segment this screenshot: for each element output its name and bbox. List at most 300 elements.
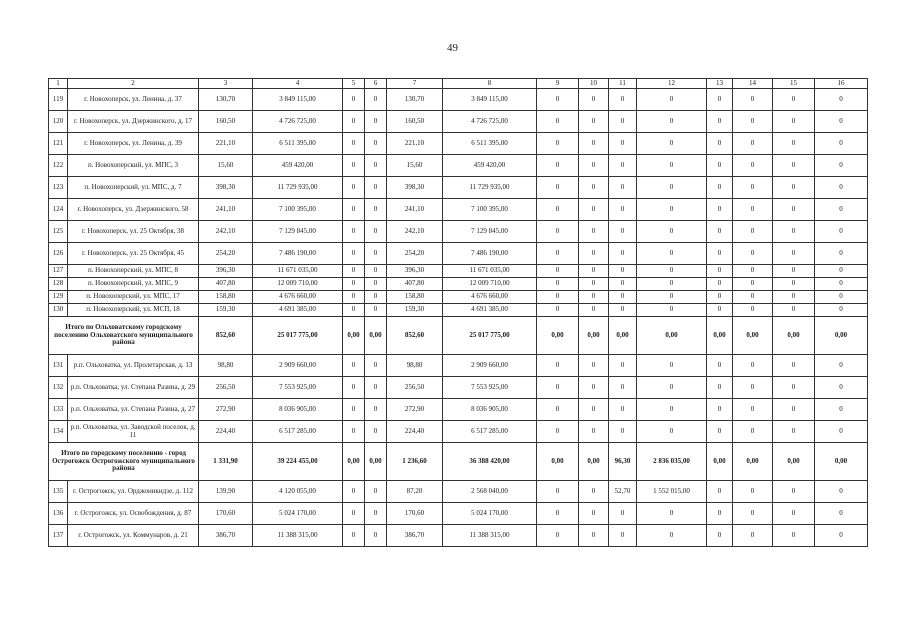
table-cell: 0 [637, 377, 707, 399]
table-cell: р.п. Ольховатка, ул. Пролетарская, д. 13 [68, 355, 199, 377]
table-cell: 11 388 315,00 [253, 525, 343, 547]
data-table [48, 78, 868, 547]
table-cell: 0 [579, 278, 609, 291]
table-cell: 0 [537, 377, 579, 399]
table-cell: 1 236,60 [387, 443, 443, 481]
table-cell: 0 [609, 278, 637, 291]
table-cell: 2 836 035,00 [637, 443, 707, 481]
table-cell: 11 671 035,00 [253, 265, 343, 278]
table-cell: 15,60 [199, 155, 253, 177]
table-cell: 0 [579, 525, 609, 547]
table-cell: 0 [343, 481, 365, 503]
table-cell: 0,00 [537, 443, 579, 481]
table-cell: 0 [733, 525, 773, 547]
table-row [49, 377, 868, 399]
table-cell: 0 [773, 265, 815, 278]
table-cell: 3 849 115,00 [253, 89, 343, 111]
table-cell: 0 [707, 481, 733, 503]
table-cell: 0 [815, 399, 868, 421]
table-row [49, 399, 868, 421]
table-cell: 0 [343, 111, 365, 133]
table-cell: 0 [773, 304, 815, 317]
table-cell: 0 [579, 355, 609, 377]
table-cell: 0 [815, 89, 868, 111]
table-cell: 0 [815, 377, 868, 399]
total-row [49, 443, 868, 481]
table-cell: 0 [733, 481, 773, 503]
table-cell: 0 [637, 278, 707, 291]
table-cell: 221,10 [199, 133, 253, 155]
table-cell: 0 [609, 377, 637, 399]
table-cell: 0 [537, 355, 579, 377]
table-cell: 0 [365, 481, 387, 503]
table-cell: 0 [733, 503, 773, 525]
table-cell: 0,00 [609, 317, 637, 355]
table-cell: г. Острогожск, ул. Освобождения, д. 87 [68, 503, 199, 525]
table-cell: 0 [637, 155, 707, 177]
table-cell: 254,20 [387, 243, 443, 265]
table-cell: 120 [49, 111, 68, 133]
table-cell: 0 [609, 304, 637, 317]
table-cell: 0 [637, 243, 707, 265]
table-cell: 0,00 [365, 443, 387, 481]
table-cell: 0 [343, 199, 365, 221]
table-cell: Итого по городскому поселению - город Острогожск Острогожского муниципального района [49, 443, 199, 481]
table-cell: 0 [343, 221, 365, 243]
table-cell: 130 [49, 304, 68, 317]
table-cell: 0 [579, 89, 609, 111]
table-cell: 7 100 395,00 [253, 199, 343, 221]
table-cell: 6 511 395,00 [253, 133, 343, 155]
table-cell: 128 [49, 278, 68, 291]
table-cell: 0,00 [815, 443, 868, 481]
table-cell: 0 [537, 525, 579, 547]
table-cell: 4 120 055,00 [253, 481, 343, 503]
table-cell: 6 517 285,00 [443, 421, 537, 443]
table-cell: 0 [343, 304, 365, 317]
table-cell: 0 [343, 399, 365, 421]
table-row [49, 221, 868, 243]
table-cell: 125 [49, 221, 68, 243]
table-cell: 0 [537, 421, 579, 443]
table-cell: 135 [49, 481, 68, 503]
table-cell: 0,00 [815, 317, 868, 355]
table-cell: 0 [343, 377, 365, 399]
table-cell: 0 [733, 278, 773, 291]
table-cell: 396,30 [199, 265, 253, 278]
table-cell: 852,60 [199, 317, 253, 355]
table-cell: 0,00 [733, 317, 773, 355]
table-cell: 0 [365, 111, 387, 133]
table-cell: 0 [707, 304, 733, 317]
table-cell: 0 [773, 278, 815, 291]
table-cell: 459 420,00 [443, 155, 537, 177]
table-cell: 0,00 [579, 317, 609, 355]
table-cell: г. Новохоперск, ул. 25 Октября, 45 [68, 243, 199, 265]
table-cell: 0 [815, 291, 868, 304]
table-cell: 0 [609, 155, 637, 177]
total-row [49, 317, 868, 355]
table-cell: 0 [365, 155, 387, 177]
table-cell: 0 [343, 525, 365, 547]
table-cell: 0 [815, 421, 868, 443]
table-cell: 4 676 660,00 [253, 291, 343, 304]
table-row [49, 291, 868, 304]
table-cell: 386,70 [199, 525, 253, 547]
table-cell: 0 [707, 177, 733, 199]
table-cell: 0 [707, 89, 733, 111]
table-cell: 0 [343, 133, 365, 155]
table-cell: 0 [637, 133, 707, 155]
table-cell: 0 [579, 399, 609, 421]
table-cell: 272,90 [199, 399, 253, 421]
table-cell: 139,90 [199, 481, 253, 503]
table-cell: 0,00 [579, 443, 609, 481]
table-cell: 11 671 035,00 [443, 265, 537, 278]
table-cell: 0 [637, 399, 707, 421]
table-cell: 0 [815, 177, 868, 199]
table-cell: п. Новохоперский, ул. МПС, 3 [68, 155, 199, 177]
table-cell: 254,20 [199, 243, 253, 265]
table-cell: 7 129 845,00 [443, 221, 537, 243]
table-cell: 0 [365, 355, 387, 377]
table-cell: 130,70 [199, 89, 253, 111]
table-cell: 0 [343, 155, 365, 177]
table-cell: 0 [609, 265, 637, 278]
table-cell: 0,00 [343, 317, 365, 355]
table-cell: 0 [815, 503, 868, 525]
table-cell: 0 [609, 503, 637, 525]
table-cell: 121 [49, 133, 68, 155]
table-cell: 7 486 190,00 [253, 243, 343, 265]
table-cell: 0 [609, 243, 637, 265]
table-cell: 0 [733, 133, 773, 155]
table-cell: 133 [49, 399, 68, 421]
table-cell: 4 726 725,00 [253, 111, 343, 133]
table-cell: р.п. Ольховатка, ул. Заводской поселок, д. 11 [68, 421, 199, 443]
table-cell: 0 [773, 155, 815, 177]
table-cell: 11 729 935,00 [443, 177, 537, 199]
table-cell: 0 [365, 243, 387, 265]
table-cell: 398,30 [199, 177, 253, 199]
table-cell: 0 [773, 421, 815, 443]
table-cell: 0 [579, 291, 609, 304]
table-cell: 158,80 [387, 291, 443, 304]
table-cell: 0 [365, 291, 387, 304]
table-cell: 0,00 [733, 443, 773, 481]
table-cell: 0 [707, 133, 733, 155]
table-cell: 0 [733, 265, 773, 278]
table-cell: 0 [815, 111, 868, 133]
table-cell: 0 [733, 177, 773, 199]
table-cell: 0 [733, 221, 773, 243]
table-cell: 0 [707, 111, 733, 133]
table-cell: 0 [815, 278, 868, 291]
header-row [49, 79, 868, 89]
table-cell: 0 [773, 399, 815, 421]
table-cell: 0,00 [707, 317, 733, 355]
table-cell: 160,50 [387, 111, 443, 133]
table-cell: 0 [815, 525, 868, 547]
table-cell: 15,60 [387, 155, 443, 177]
table-cell: 0 [637, 177, 707, 199]
table-cell: 2 909 660,00 [253, 355, 343, 377]
table-cell: 4 691 385,00 [253, 304, 343, 317]
table-cell: 0 [365, 221, 387, 243]
table-cell: 0 [773, 503, 815, 525]
table-cell: 0 [815, 199, 868, 221]
table-row [49, 199, 868, 221]
table-cell: 131 [49, 355, 68, 377]
table-cell: 0 [579, 243, 609, 265]
table-row [49, 265, 868, 278]
table-cell: 7 553 925,00 [443, 377, 537, 399]
table-cell: 0,00 [773, 443, 815, 481]
table-cell: 0 [365, 89, 387, 111]
table-cell: 122 [49, 155, 68, 177]
table-cell: 0 [815, 265, 868, 278]
table-cell: 0 [637, 291, 707, 304]
table-cell: 0 [609, 89, 637, 111]
table-cell: 0 [707, 355, 733, 377]
table-row [49, 243, 868, 265]
column-header: 12 [637, 79, 707, 89]
table-cell: 0 [707, 421, 733, 443]
table-cell: 159,30 [199, 304, 253, 317]
table-cell: п. Новохоперский, ул. МПС, 9 [68, 278, 199, 291]
table-row [49, 111, 868, 133]
table-cell: 0 [707, 199, 733, 221]
table-cell: 0 [733, 199, 773, 221]
table-cell: 0 [537, 399, 579, 421]
table-cell: 0 [365, 421, 387, 443]
column-header: 14 [733, 79, 773, 89]
table-cell: 127 [49, 265, 68, 278]
table-cell: 0,00 [343, 443, 365, 481]
table-cell: 0 [343, 243, 365, 265]
table-cell: 0 [733, 399, 773, 421]
table-cell: г. Острогожск, ул. Орджоникидзе, д. 112 [68, 481, 199, 503]
table-cell: 0 [537, 133, 579, 155]
table-row [49, 304, 868, 317]
table-cell: 0 [733, 111, 773, 133]
table-cell: 0 [365, 177, 387, 199]
table-cell: 0 [815, 221, 868, 243]
table-cell: 0 [365, 503, 387, 525]
column-header: 16 [815, 79, 868, 89]
table-cell: 98,80 [199, 355, 253, 377]
table-cell: р.п. Ольховатка, ул. Степана Разина, д. 27 [68, 399, 199, 421]
column-header: 6 [365, 79, 387, 89]
table-cell: 0 [537, 155, 579, 177]
column-header: 1 [49, 79, 68, 89]
table-cell: 0 [773, 111, 815, 133]
table-cell: п. Новохоперский, ул. МСП, 18 [68, 304, 199, 317]
table-cell: 0 [365, 399, 387, 421]
table-row [49, 421, 868, 443]
table-cell: 0 [579, 481, 609, 503]
table-cell: 241,10 [199, 199, 253, 221]
table-cell: 0 [637, 525, 707, 547]
column-header: 9 [537, 79, 579, 89]
table-body [49, 79, 868, 547]
column-header: 4 [253, 79, 343, 89]
table-cell: 0,00 [537, 317, 579, 355]
column-header: 13 [707, 79, 733, 89]
table-cell: 3 849 115,00 [443, 89, 537, 111]
table-cell: 0 [637, 221, 707, 243]
table-cell: 0 [343, 355, 365, 377]
table-cell: 39 224 455,00 [253, 443, 343, 481]
table-cell: 0 [609, 221, 637, 243]
column-header: 8 [443, 79, 537, 89]
table-cell: п. Новохоперский, ул. МПС, д. 7 [68, 177, 199, 199]
table-cell: 0 [733, 421, 773, 443]
table-cell: 459 420,00 [253, 155, 343, 177]
table-cell: 241,10 [387, 199, 443, 221]
table-cell: 242,10 [199, 221, 253, 243]
table-cell: 124 [49, 199, 68, 221]
table-cell: 0 [537, 304, 579, 317]
table-row [49, 133, 868, 155]
table-cell: 0 [537, 265, 579, 278]
table-cell: 0 [609, 399, 637, 421]
table-cell: 0 [579, 265, 609, 278]
table-cell: г. Новохоперск, ул. Ленина, д. 39 [68, 133, 199, 155]
column-header: 3 [199, 79, 253, 89]
table-cell: г. Новохоперск, ул. Ленина, д. 37 [68, 89, 199, 111]
table-cell: 256,50 [387, 377, 443, 399]
table-row [49, 155, 868, 177]
table-cell: 0 [609, 111, 637, 133]
table-cell: 0 [609, 525, 637, 547]
table-cell: 0 [773, 481, 815, 503]
table-cell: 158,80 [199, 291, 253, 304]
table-cell: г. Острогожск, ул. Коммунаров, д. 21 [68, 525, 199, 547]
table-cell: 0 [609, 291, 637, 304]
table-cell: 0,00 [637, 317, 707, 355]
table-cell: 126 [49, 243, 68, 265]
table-cell: 130,70 [387, 89, 443, 111]
table-cell: 11 388 315,00 [443, 525, 537, 547]
table-cell: 0 [579, 304, 609, 317]
table-cell: 0,00 [773, 317, 815, 355]
table-cell: 0 [637, 304, 707, 317]
table-cell: 0 [707, 221, 733, 243]
table-cell: 0 [733, 89, 773, 111]
table-cell: 5 024 170,00 [443, 503, 537, 525]
table-cell: 0 [579, 421, 609, 443]
table-cell: 6 511 395,00 [443, 133, 537, 155]
table-cell: 0 [537, 177, 579, 199]
table-row [49, 278, 868, 291]
table-cell: п. Новохоперский, ул. МПС, 8 [68, 265, 199, 278]
table-cell: 0,00 [707, 443, 733, 481]
table-cell: 170,60 [199, 503, 253, 525]
table-cell: 0 [773, 177, 815, 199]
table-cell: 0 [637, 421, 707, 443]
table-cell: 5 024 170,00 [253, 503, 343, 525]
table-cell: 221,10 [387, 133, 443, 155]
table-cell: 0 [707, 265, 733, 278]
table-cell: 0 [537, 221, 579, 243]
table-cell: 0 [579, 199, 609, 221]
table-cell: 0 [815, 355, 868, 377]
table-cell: 0 [815, 481, 868, 503]
table-cell: 0 [773, 377, 815, 399]
table-cell: 87,20 [387, 481, 443, 503]
table-cell: 0 [773, 291, 815, 304]
table-cell: 0 [343, 421, 365, 443]
table-cell: 4 691 385,00 [443, 304, 537, 317]
page-number: 49 [447, 42, 458, 54]
table-cell: 0 [733, 291, 773, 304]
column-header: 10 [579, 79, 609, 89]
table-row [49, 503, 868, 525]
table-cell: 25 017 775,00 [443, 317, 537, 355]
table-cell: 170,60 [387, 503, 443, 525]
table-cell: 160,50 [199, 111, 253, 133]
table-cell: 0 [609, 199, 637, 221]
table-cell: 852,60 [387, 317, 443, 355]
table-cell: 398,30 [387, 177, 443, 199]
table-cell: 8 036 905,00 [443, 399, 537, 421]
table-cell: р.п. Ольховатка, ул. Степана Разина, д. 29 [68, 377, 199, 399]
table-cell: 0 [537, 199, 579, 221]
table-cell: 0 [637, 503, 707, 525]
table-cell: 0 [707, 155, 733, 177]
table-cell: 0 [579, 155, 609, 177]
table-cell: 0 [609, 177, 637, 199]
table-cell: 0 [707, 291, 733, 304]
table-row [49, 89, 868, 111]
table-cell: 0 [637, 89, 707, 111]
table-cell: 4 726 725,00 [443, 111, 537, 133]
table-cell: 0 [579, 177, 609, 199]
table-cell: 0,00 [365, 317, 387, 355]
table-row [49, 481, 868, 503]
table-cell: 0 [773, 355, 815, 377]
table-cell: 242,10 [387, 221, 443, 243]
table-cell: 2 568 040,00 [443, 481, 537, 503]
table-row [49, 177, 868, 199]
table-cell: г. Новохоперск, ул. Дзержинского, 58 [68, 199, 199, 221]
table-cell: 272,90 [387, 399, 443, 421]
table-cell: 0 [343, 503, 365, 525]
table-cell: 0 [733, 155, 773, 177]
table-cell: Итого по Ольховатскому городскому поселению Ольховатского муниципального района [49, 317, 199, 355]
table-cell: 137 [49, 525, 68, 547]
table-cell: 0 [773, 133, 815, 155]
table-cell: 407,80 [387, 278, 443, 291]
table-cell: 0 [815, 155, 868, 177]
table-cell: 0 [579, 111, 609, 133]
table-cell: 119 [49, 89, 68, 111]
table-cell: 134 [49, 421, 68, 443]
table-cell: г. Новохоперск, ул. 25 Октября, 38 [68, 221, 199, 243]
table-cell: 0 [733, 377, 773, 399]
table-cell: 2 909 660,00 [443, 355, 537, 377]
table-cell: г. Новохоперск, ул. Дзержинского, д. 17 [68, 111, 199, 133]
table-cell: 0 [365, 278, 387, 291]
table-cell: 0 [365, 377, 387, 399]
table-cell: 7 100 395,00 [443, 199, 537, 221]
table-cell: 11 729 935,00 [253, 177, 343, 199]
table-cell: 0 [773, 525, 815, 547]
table-cell: 0 [733, 243, 773, 265]
table-cell: 7 486 190,00 [443, 243, 537, 265]
column-header: 7 [387, 79, 443, 89]
